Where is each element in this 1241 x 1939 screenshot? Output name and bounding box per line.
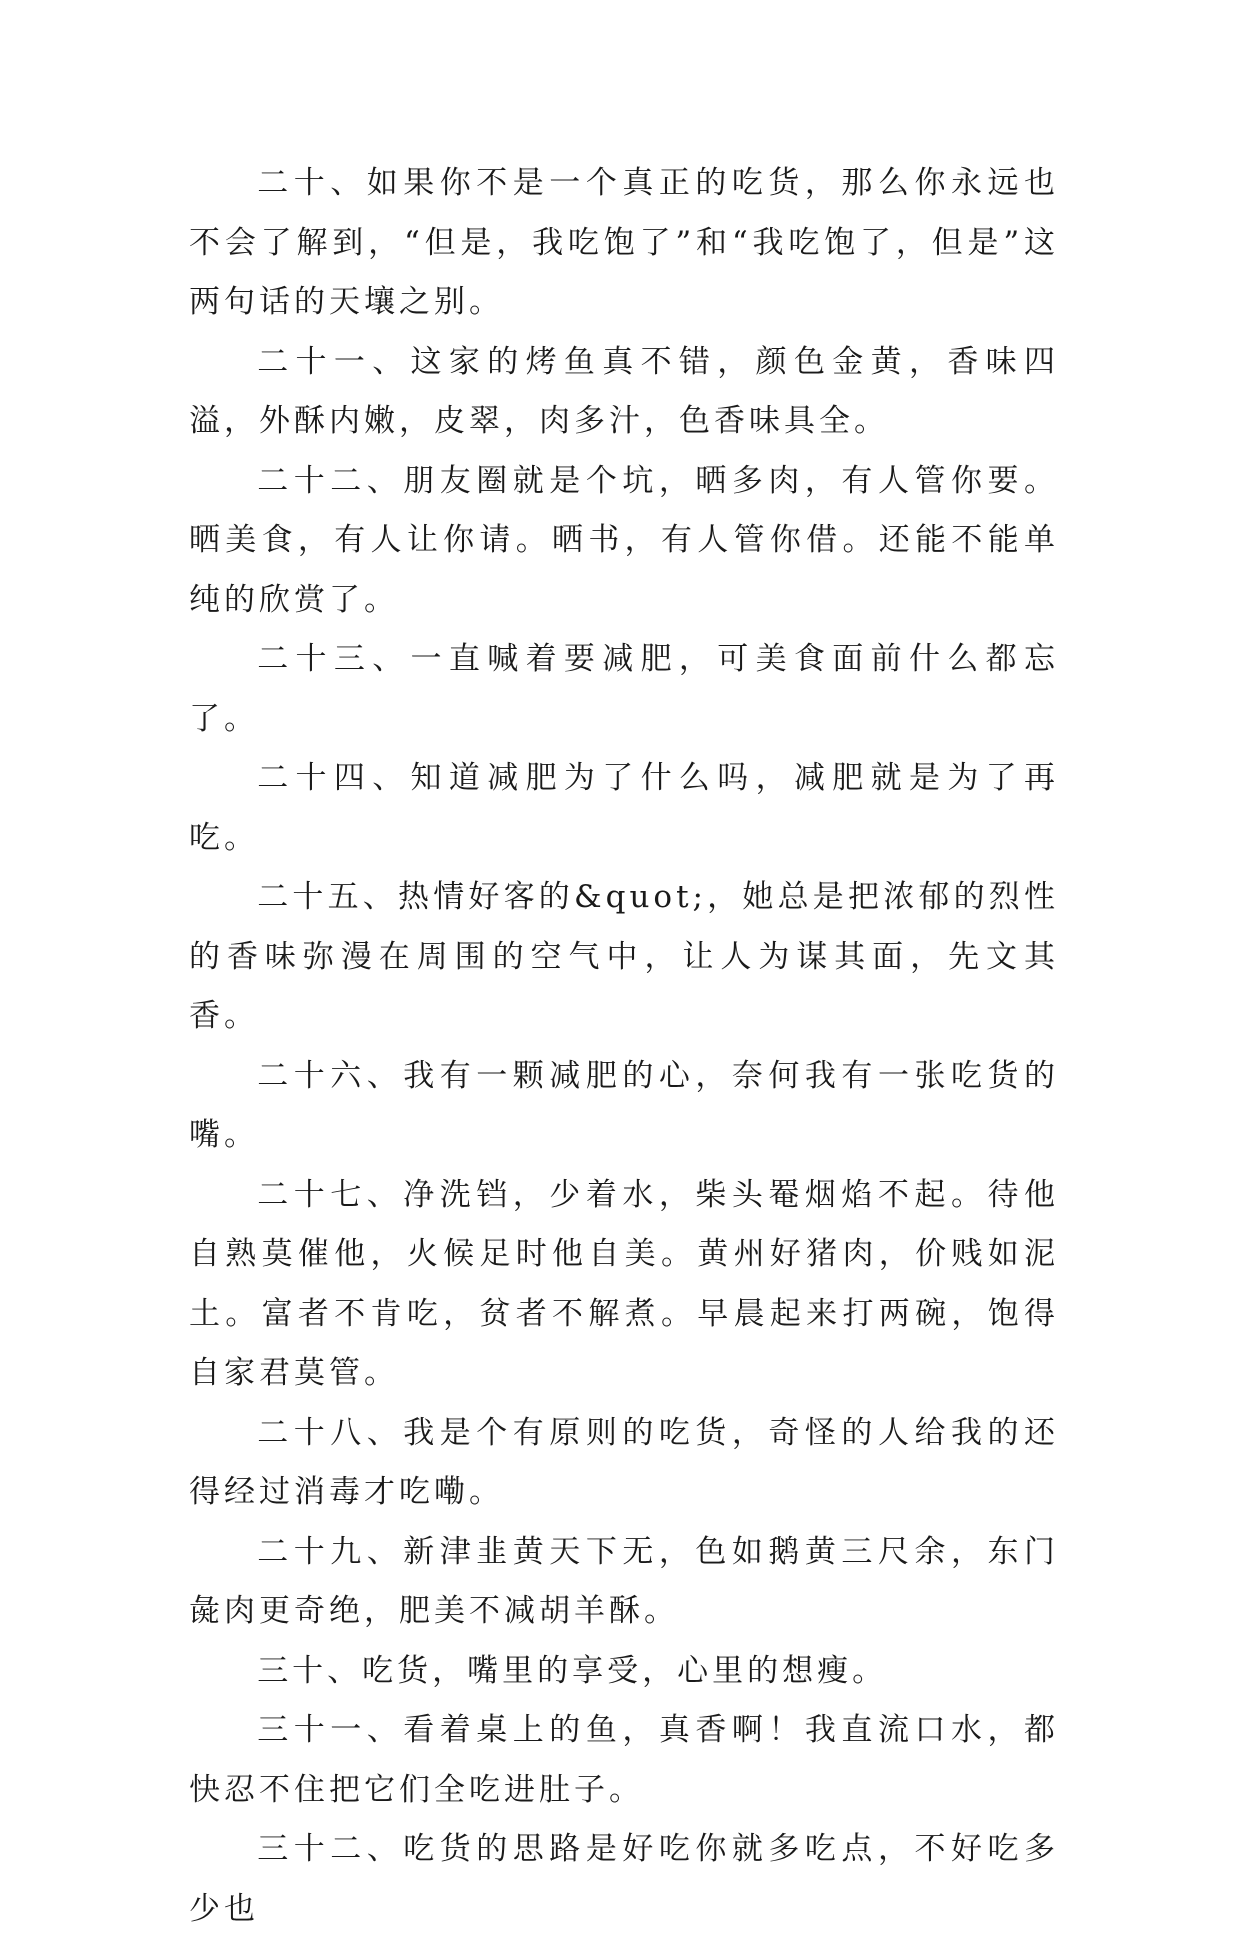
paragraph-27: 二十七、净洗铛，少着水，柴头罨烟焰不起。待他自熟莫催他，火候足时他自美。黄州好猪肉，价贱如泥土。富者不肯吃，贫者不解煮。早晨起来打两碗，饱得自家君莫管。: [189, 1176, 1059, 1391]
paragraph-25: 二十五、热情好客的&quot;，她总是把浓郁的烈性的香味弥漫在周围的空气中，让人为谋其面，先文其香。: [189, 879, 1059, 1034]
paragraph-20: 二十、如果你不是一个真正的吃货，那么你永远也不会了解到，“但是，我吃饱了”和“我吃饱了，但是”这两句话的天壤之别。: [189, 165, 1059, 320]
paragraph-28: 二十八、我是个有原则的吃货，奇怪的人给我的还得经过消毒才吃嘞。: [189, 1414, 1059, 1510]
paragraph-31: 三十一、看着桌上的鱼，真香啊！我直流口水，都快忍不住把它们全吃进肚子。: [189, 1712, 1059, 1808]
paragraph-24: 二十四、知道减肥为了什么吗，减肥就是为了再吃。: [189, 760, 1059, 856]
paragraph-32: 三十二、吃货的思路是好吃你就多吃点，不好吃多少也: [189, 1831, 1059, 1927]
document-body: [189, 154, 1059, 1939]
paragraph-22: 二十二、朋友圈就是个坑，晒多肉，有人管你要。晒美食，有人让你请。晒书，有人管你借。还能不能单纯的欣赏了。: [189, 462, 1059, 618]
paragraph-29: 二十九、新津韭黄天下无，色如鹅黄三尺余，东门彘肉更奇绝，肥美不减胡羊酥。: [189, 1533, 1059, 1629]
paragraph-30: 三十、吃货，嘴里的享受，心里的想瘦。: [257, 1652, 888, 1689]
paragraph-23: 二十三、一直喊着要减肥，可美食面前什么都忘了。: [189, 641, 1059, 737]
paragraph-21: 二十一、这家的烤鱼真不错，颜色金黄，香味四溢，外酥内嫩，皮翠，肉多汁，色香味具全。: [189, 343, 1059, 439]
paragraph-26: 二十六、我有一颗减肥的心，奈何我有一张吃货的嘴。: [189, 1057, 1059, 1153]
